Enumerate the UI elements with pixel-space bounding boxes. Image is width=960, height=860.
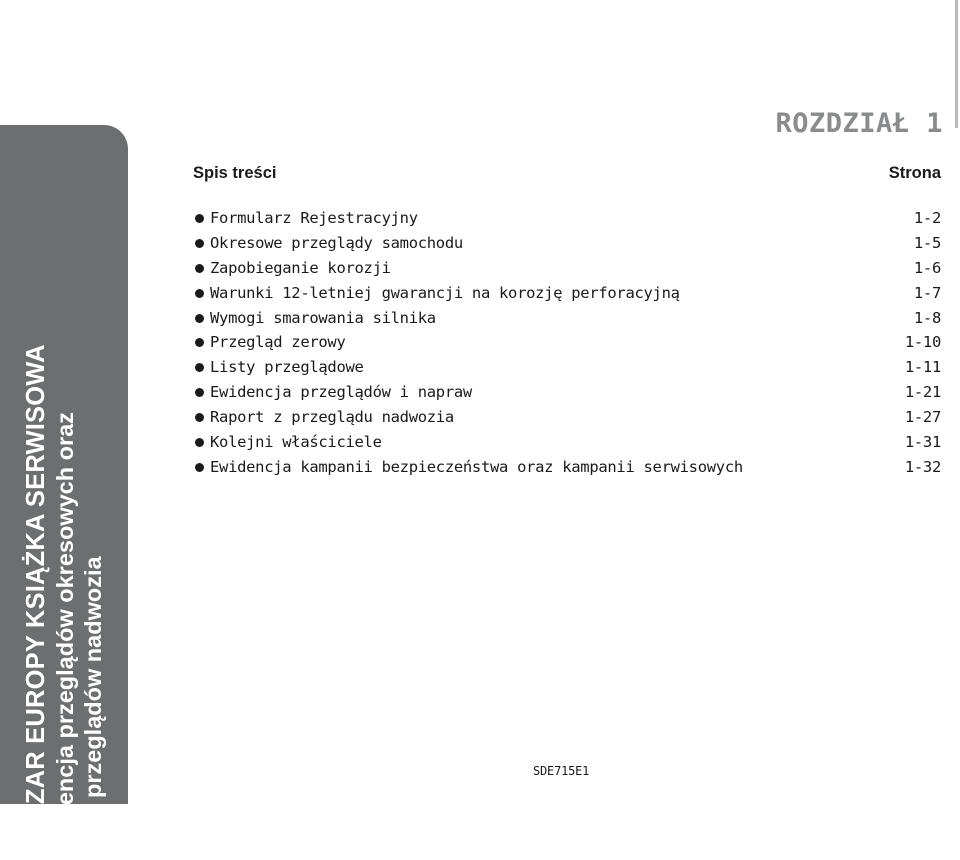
toc-item-label: Raport z przeglądu nadwozia xyxy=(210,408,454,427)
toc-item-wymogi-smarowania[interactable] xyxy=(193,306,941,331)
toc-item-label: Warunki 12-letniej gwarancji na korozję perforacyjną xyxy=(210,283,680,302)
toc-item-page: 1-21 xyxy=(904,383,941,402)
toc-item-page: 1-2 xyxy=(913,209,941,227)
toc-item-page: 1-31 xyxy=(904,433,941,452)
toc-item-label: Okresowe przeglądy samochodu xyxy=(210,233,463,252)
toc-item-formularz-rejestracyjny[interactable] xyxy=(193,206,941,231)
bullet-icon xyxy=(195,463,204,472)
side-tab-subtitle-line1: Ewidencja przeglądów okresowych oraz xyxy=(52,412,78,860)
toc-item-raport-nadwozia[interactable] xyxy=(193,405,941,430)
toc-header-title: Spis treści xyxy=(193,164,277,182)
bullet-icon xyxy=(195,214,204,223)
toc-item-ewidencja-kampanii[interactable] xyxy=(193,455,941,480)
toc-item-label: Zapobieganie korozji xyxy=(210,258,391,277)
bullet-icon xyxy=(195,314,204,323)
toc-item-ewidencja-przegladow[interactable] xyxy=(193,380,941,405)
bullet-icon xyxy=(195,289,204,298)
toc-item-przeglad-zerowy[interactable] xyxy=(193,330,941,355)
toc-item-label: Wymogi smarowania silnika xyxy=(210,308,436,327)
bullet-icon xyxy=(195,264,204,273)
toc-item-label: Listy przeglądowe xyxy=(210,358,364,377)
toc-item-label: Ewidencja przeglądów i napraw xyxy=(210,383,472,402)
toc-item-warunki-gwarancji[interactable] xyxy=(193,281,941,306)
toc-item-page: 1-8 xyxy=(913,308,941,327)
toc-item-page: 1-27 xyxy=(904,408,941,427)
chapter-title: ROZDZIAŁ 1 xyxy=(775,108,943,139)
toc-item-page: 1-32 xyxy=(904,457,941,476)
side-tab-text xyxy=(21,320,107,860)
toc-item-page: 1-10 xyxy=(904,333,941,352)
bullet-icon xyxy=(195,338,204,347)
toc-item-page: 1-11 xyxy=(904,358,941,377)
side-tab-subtitle-line2: przeglądów nadwozia xyxy=(80,556,106,798)
toc-list xyxy=(193,206,941,480)
toc-item-listy-przegladowe[interactable] xyxy=(193,355,941,380)
toc-item-label: Kolejni właściciele xyxy=(210,433,382,452)
toc-item-label: Przegląd zerowy xyxy=(210,333,346,352)
toc-item-page: 1-5 xyxy=(913,233,941,252)
side-tab-title: OBSZAR EUROPY KSIĄŻKA SERWISOWA xyxy=(22,344,50,860)
toc-item-okresowe-przeglady[interactable] xyxy=(193,231,941,256)
bullet-icon xyxy=(195,239,204,248)
bullet-icon xyxy=(195,388,204,397)
toc-item-kolejni-wlasciciele[interactable] xyxy=(193,430,941,455)
bullet-icon xyxy=(195,363,204,372)
toc-header-page-label: Strona xyxy=(888,164,941,182)
toc-item-zapobieganie-korozji[interactable] xyxy=(193,256,941,281)
toc-item-page: 1-6 xyxy=(913,258,941,277)
toc-item-label: Formularz Rejestracyjny xyxy=(210,209,418,227)
edge-divider xyxy=(955,0,958,128)
side-tab xyxy=(0,125,128,860)
toc-item-page: 1-7 xyxy=(913,283,941,302)
bullet-icon xyxy=(195,438,204,447)
bullet-icon xyxy=(195,413,204,422)
toc-item-label: Ewidencja kampanii bezpieczeństwa oraz kampanii serwisowych xyxy=(210,457,743,476)
document-code: SDE715E1 xyxy=(533,764,590,778)
